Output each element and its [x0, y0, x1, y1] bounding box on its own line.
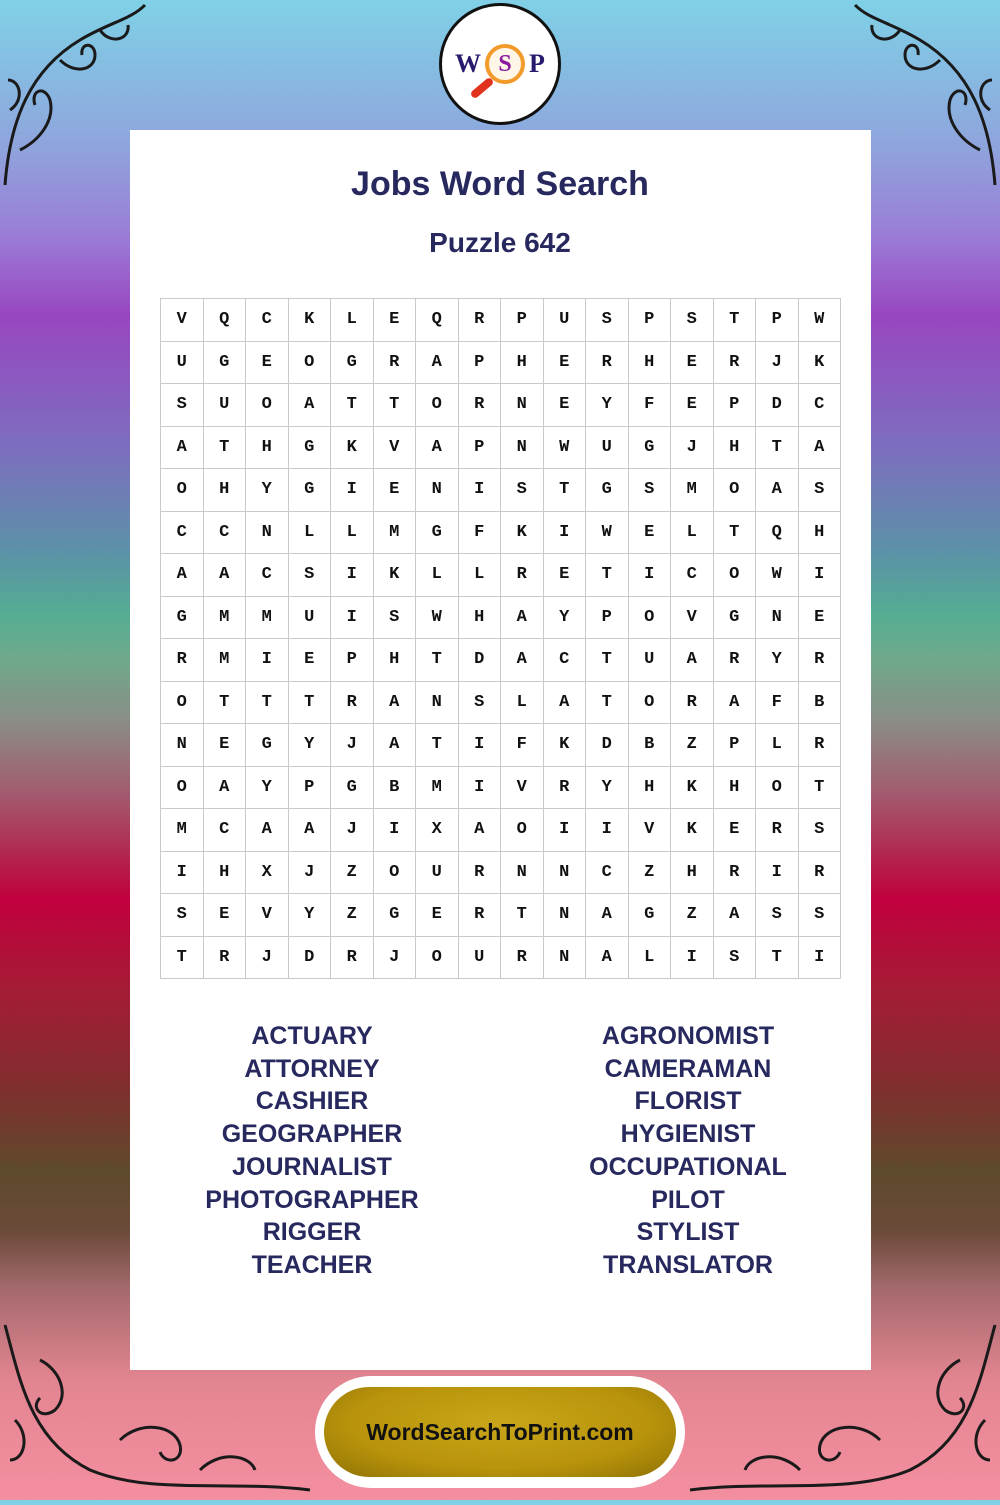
grid-cell[interactable]: V [246, 894, 289, 937]
logo-letter-p: P [529, 49, 545, 78]
grid-cell[interactable]: A [204, 554, 247, 597]
grid-cell[interactable]: R [756, 809, 799, 852]
grid-cell[interactable]: J [331, 724, 374, 767]
grid-cell[interactable]: O [374, 852, 417, 895]
grid-cell[interactable]: N [416, 682, 459, 725]
grid-cell[interactable]: E [544, 554, 587, 597]
grid-cell[interactable]: L [459, 554, 502, 597]
grid-cell[interactable]: K [374, 554, 417, 597]
grid-cell[interactable]: R [331, 937, 374, 980]
grid-cell[interactable]: Y [756, 639, 799, 682]
grid-cell[interactable]: E [714, 809, 757, 852]
grid-cell[interactable]: U [161, 342, 204, 385]
grid-cell[interactable]: A [671, 639, 714, 682]
grid-cell[interactable]: R [459, 299, 502, 342]
grid-cell[interactable]: K [799, 342, 842, 385]
website-link[interactable] [324, 1387, 676, 1477]
grid-cell[interactable]: S [161, 384, 204, 427]
grid-cell[interactable]: O [161, 469, 204, 512]
grid-cell[interactable]: O [714, 469, 757, 512]
grid-cell[interactable]: F [501, 724, 544, 767]
grid-cell[interactable]: B [799, 682, 842, 725]
grid-cell[interactable]: I [544, 809, 587, 852]
grid-cell[interactable]: Y [586, 767, 629, 810]
grid-cell[interactable]: A [161, 427, 204, 470]
grid-cell[interactable]: G [374, 894, 417, 937]
grid-cell[interactable]: E [629, 512, 672, 555]
grid-cell[interactable]: A [161, 554, 204, 597]
grid-cell[interactable]: P [501, 299, 544, 342]
grid-cell[interactable]: G [246, 724, 289, 767]
grid-cell[interactable]: E [289, 639, 332, 682]
grid-cell[interactable]: O [501, 809, 544, 852]
grid-cell[interactable]: T [501, 894, 544, 937]
grid-cell[interactable]: A [501, 597, 544, 640]
grid-cell[interactable]: T [586, 554, 629, 597]
grid-cell[interactable]: G [204, 342, 247, 385]
grid-cell[interactable]: S [161, 894, 204, 937]
grid-cell[interactable]: S [501, 469, 544, 512]
grid-cell[interactable]: I [629, 554, 672, 597]
grid-cell[interactable]: S [289, 554, 332, 597]
grid-cell[interactable]: I [459, 469, 502, 512]
grid-cell[interactable]: U [416, 852, 459, 895]
grid-cell[interactable]: M [416, 767, 459, 810]
grid-cell[interactable]: S [799, 809, 842, 852]
grid-cell[interactable]: P [586, 597, 629, 640]
grid-cell[interactable]: S [586, 299, 629, 342]
grid-cell[interactable]: T [544, 469, 587, 512]
grid-cell[interactable]: A [544, 682, 587, 725]
grid-cell[interactable]: R [501, 937, 544, 980]
grid-cell[interactable]: C [799, 384, 842, 427]
grid-cell[interactable]: C [586, 852, 629, 895]
grid-cell[interactable]: S [799, 469, 842, 512]
grid-cell[interactable]: L [416, 554, 459, 597]
grid-cell[interactable]: H [204, 852, 247, 895]
grid-cell[interactable]: J [374, 937, 417, 980]
puzzle-number: Puzzle 642 [429, 227, 571, 258]
word-list-item: GEOGRAPHER [221, 1120, 403, 1149]
grid-cell[interactable]: V [501, 767, 544, 810]
grid-cell[interactable]: T [416, 724, 459, 767]
grid-cell[interactable]: N [501, 427, 544, 470]
grid-cell[interactable]: T [289, 682, 332, 725]
grid-cell[interactable]: L [331, 512, 374, 555]
grid-cell[interactable]: A [246, 809, 289, 852]
grid-cell[interactable]: O [246, 384, 289, 427]
grid-cell[interactable]: I [161, 852, 204, 895]
grid-cell[interactable]: Z [671, 894, 714, 937]
grid-cell[interactable]: T [204, 427, 247, 470]
grid-cell[interactable]: H [246, 427, 289, 470]
grid-cell[interactable]: H [671, 852, 714, 895]
grid-cell[interactable]: J [289, 852, 332, 895]
corner-ornament-top-right [850, 0, 1000, 190]
grid-cell[interactable]: D [459, 639, 502, 682]
grid-cell[interactable]: C [204, 512, 247, 555]
grid-cell[interactable]: S [714, 937, 757, 980]
grid-cell[interactable]: A [459, 809, 502, 852]
grid-cell[interactable]: T [246, 682, 289, 725]
grid-cell[interactable]: E [544, 342, 587, 385]
grid-cell[interactable]: A [799, 427, 842, 470]
grid-cell[interactable]: O [161, 682, 204, 725]
grid-cell[interactable]: G [289, 427, 332, 470]
grid-cell[interactable]: P [459, 427, 502, 470]
word-list-item: FLORIST [634, 1087, 742, 1116]
grid-cell[interactable]: R [799, 724, 842, 767]
website-link-label: WordSearchToPrint.com [366, 1418, 634, 1445]
grid-cell[interactable]: P [459, 342, 502, 385]
grid-cell[interactable]: P [756, 299, 799, 342]
grid-cell[interactable]: N [544, 937, 587, 980]
logo-letter-w: W [455, 49, 482, 78]
wsp-logo [439, 3, 561, 125]
grid-cell[interactable]: X [416, 809, 459, 852]
word-list-item: CASHIER [255, 1087, 369, 1116]
grid-cell[interactable]: E [671, 342, 714, 385]
grid-cell[interactable]: L [756, 724, 799, 767]
grid-cell[interactable]: R [799, 852, 842, 895]
grid-cell[interactable]: A [374, 724, 417, 767]
grid-cell[interactable]: L [289, 512, 332, 555]
grid-cell[interactable]: R [374, 342, 417, 385]
grid-cell[interactable]: Y [246, 469, 289, 512]
grid-cell[interactable]: M [374, 512, 417, 555]
grid-cell[interactable]: A [289, 809, 332, 852]
grid-cell[interactable]: T [799, 767, 842, 810]
grid-cell[interactable]: T [374, 384, 417, 427]
grid-cell[interactable]: R [459, 852, 502, 895]
grid-cell[interactable]: I [459, 724, 502, 767]
grid-cell[interactable]: R [714, 342, 757, 385]
grid-cell[interactable]: I [756, 852, 799, 895]
grid-cell[interactable]: K [671, 767, 714, 810]
grid-cell[interactable]: L [501, 682, 544, 725]
grid-cell[interactable]: D [289, 937, 332, 980]
grid-cell[interactable]: O [416, 384, 459, 427]
word-list-item: PHOTOGRAPHER [205, 1185, 419, 1214]
grid-cell[interactable]: N [544, 852, 587, 895]
grid-cell[interactable]: S [374, 597, 417, 640]
word-list-item: JOURNALIST [232, 1152, 392, 1181]
grid-cell[interactable]: U [544, 299, 587, 342]
grid-cell[interactable]: Y [544, 597, 587, 640]
grid-cell[interactable]: A [756, 469, 799, 512]
grid-cell[interactable]: G [416, 512, 459, 555]
grid-cell[interactable]: S [671, 299, 714, 342]
grid-cell[interactable]: R [331, 682, 374, 725]
word-list-item: TEACHER [251, 1250, 373, 1279]
grid-cell[interactable]: G [714, 597, 757, 640]
grid-cell[interactable]: Z [629, 852, 672, 895]
grid-cell[interactable]: R [161, 639, 204, 682]
grid-cell[interactable]: G [331, 342, 374, 385]
grid-cell[interactable]: V [374, 427, 417, 470]
word-list-item: ATTORNEY [244, 1054, 380, 1083]
grid-cell[interactable]: E [204, 894, 247, 937]
grid-cell[interactable]: A [416, 427, 459, 470]
grid-cell[interactable]: F [756, 682, 799, 725]
grid-cell[interactable]: W [586, 512, 629, 555]
grid-cell[interactable]: U [459, 937, 502, 980]
grid-cell[interactable]: S [459, 682, 502, 725]
word-list-item: RIGGER [262, 1218, 362, 1247]
page-title: Jobs Word Search [351, 165, 649, 203]
grid-cell[interactable]: I [671, 937, 714, 980]
grid-cell[interactable]: T [714, 299, 757, 342]
grid-cell[interactable]: C [161, 512, 204, 555]
grid-cell[interactable]: V [161, 299, 204, 342]
grid-cell[interactable]: A [501, 639, 544, 682]
grid-cell[interactable]: G [629, 894, 672, 937]
grid-cell[interactable]: N [246, 512, 289, 555]
grid-cell[interactable]: U [586, 427, 629, 470]
grid-cell[interactable]: A [204, 767, 247, 810]
grid-cell[interactable]: T [204, 682, 247, 725]
grid-cell[interactable]: F [629, 384, 672, 427]
grid-cell[interactable]: H [501, 342, 544, 385]
grid-cell[interactable]: Y [586, 384, 629, 427]
grid-cell[interactable]: O [629, 682, 672, 725]
grid-cell[interactable]: T [416, 639, 459, 682]
grid-cell[interactable]: M [671, 469, 714, 512]
word-list-item: AGRONOMIST [601, 1022, 775, 1050]
grid-cell[interactable]: H [629, 767, 672, 810]
word-list-item: CAMERAMAN [604, 1054, 772, 1083]
grid-cell[interactable]: G [161, 597, 204, 640]
grid-cell[interactable]: U [629, 639, 672, 682]
grid-cell[interactable]: O [756, 767, 799, 810]
grid-cell[interactable]: W [799, 299, 842, 342]
grid-cell[interactable]: A [714, 682, 757, 725]
grid-cell[interactable]: I [799, 554, 842, 597]
grid-cell[interactable]: W [756, 554, 799, 597]
letter-grid [160, 298, 841, 979]
magnifier-icon [485, 44, 525, 84]
grid-cell[interactable]: H [799, 512, 842, 555]
grid-cell[interactable]: L [671, 512, 714, 555]
grid-cell[interactable]: Y [289, 724, 332, 767]
grid-cell[interactable]: Y [289, 894, 332, 937]
word-list-right [488, 1020, 888, 1282]
grid-cell[interactable]: R [204, 937, 247, 980]
grid-cell[interactable]: M [161, 809, 204, 852]
grid-cell[interactable]: K [289, 299, 332, 342]
grid-cell[interactable]: N [501, 852, 544, 895]
grid-cell[interactable]: B [374, 767, 417, 810]
grid-cell[interactable]: I [586, 809, 629, 852]
grid-cell[interactable]: T [161, 937, 204, 980]
grid-cell[interactable]: O [289, 342, 332, 385]
grid-cell[interactable]: W [544, 427, 587, 470]
grid-cell[interactable]: O [629, 597, 672, 640]
grid-cell[interactable]: U [289, 597, 332, 640]
grid-cell[interactable]: P [331, 639, 374, 682]
grid-cell[interactable]: J [246, 937, 289, 980]
grid-cell[interactable]: V [671, 597, 714, 640]
grid-cell[interactable]: E [544, 384, 587, 427]
grid-cell[interactable]: I [374, 809, 417, 852]
grid-cell[interactable]: H [629, 342, 672, 385]
grid-cell[interactable]: B [629, 724, 672, 767]
grid-cell[interactable]: N [161, 724, 204, 767]
grid-cell[interactable]: G [586, 469, 629, 512]
word-list-item: TRANSLATOR [603, 1250, 773, 1279]
grid-cell[interactable]: T [756, 427, 799, 470]
grid-cell[interactable]: J [671, 427, 714, 470]
grid-cell[interactable]: P [629, 299, 672, 342]
grid-cell[interactable]: J [331, 809, 374, 852]
grid-cell[interactable]: A [289, 384, 332, 427]
grid-cell[interactable]: D [756, 384, 799, 427]
grid-cell[interactable]: R [544, 767, 587, 810]
grid-cell[interactable]: P [289, 767, 332, 810]
grid-cell[interactable]: S [799, 894, 842, 937]
word-list-item: OCCUPATIONAL [589, 1152, 787, 1181]
grid-cell[interactable]: H [714, 427, 757, 470]
grid-cell[interactable]: H [204, 469, 247, 512]
grid-cell[interactable]: G [629, 427, 672, 470]
grid-cell[interactable]: M [246, 597, 289, 640]
grid-cell[interactable]: O [714, 554, 757, 597]
grid-cell[interactable]: Q [756, 512, 799, 555]
grid-cell[interactable]: A [416, 342, 459, 385]
grid-cell[interactable]: H [459, 597, 502, 640]
grid-cell[interactable]: K [331, 427, 374, 470]
word-list-left [112, 1020, 512, 1282]
grid-cell[interactable]: E [799, 597, 842, 640]
grid-cell[interactable]: K [544, 724, 587, 767]
grid-cell[interactable]: T [586, 682, 629, 725]
grid-cell[interactable]: G [331, 767, 374, 810]
grid-cell[interactable]: Z [671, 724, 714, 767]
grid-cell[interactable]: Q [416, 299, 459, 342]
word-list-item: HYGIENIST [620, 1120, 756, 1149]
grid-cell[interactable]: N [416, 469, 459, 512]
grid-cell[interactable]: A [374, 682, 417, 725]
grid-cell[interactable]: O [416, 937, 459, 980]
grid-cell[interactable]: E [671, 384, 714, 427]
grid-cell[interactable]: P [714, 724, 757, 767]
grid-cell[interactable]: R [799, 639, 842, 682]
grid-cell[interactable]: J [756, 342, 799, 385]
grid-cell[interactable]: T [714, 512, 757, 555]
grid-cell[interactable]: P [714, 384, 757, 427]
grid-cell[interactable]: R [714, 639, 757, 682]
grid-cell[interactable]: F [459, 512, 502, 555]
grid-cell[interactable]: L [331, 299, 374, 342]
grid-cell[interactable]: C [204, 809, 247, 852]
grid-cell[interactable]: A [586, 894, 629, 937]
grid-cell[interactable]: Z [331, 852, 374, 895]
magnifier-handle [470, 77, 495, 100]
grid-cell[interactable]: C [544, 639, 587, 682]
grid-cell[interactable]: I [331, 554, 374, 597]
grid-cell[interactable]: M [204, 597, 247, 640]
grid-cell[interactable]: I [246, 639, 289, 682]
grid-cell[interactable]: V [629, 809, 672, 852]
grid-cell[interactable]: W [416, 597, 459, 640]
grid-cell[interactable]: Q [204, 299, 247, 342]
grid-cell[interactable]: T [756, 937, 799, 980]
grid-cell[interactable]: R [501, 554, 544, 597]
grid-cell[interactable]: E [374, 299, 417, 342]
grid-cell[interactable]: O [161, 767, 204, 810]
grid-cell[interactable]: E [204, 724, 247, 767]
logo-letter-s: S [498, 50, 512, 77]
grid-cell[interactable]: C [246, 554, 289, 597]
grid-cell[interactable]: H [374, 639, 417, 682]
grid-cell[interactable]: R [714, 852, 757, 895]
grid-cell[interactable]: E [416, 894, 459, 937]
grid-cell[interactable]: C [246, 299, 289, 342]
grid-cell[interactable]: I [799, 937, 842, 980]
word-list-item: ACTUARY [251, 1022, 373, 1050]
grid-cell[interactable]: R [586, 342, 629, 385]
grid-cell[interactable]: R [459, 384, 502, 427]
corner-ornament-top-left [0, 0, 150, 190]
grid-cell[interactable]: X [246, 852, 289, 895]
grid-cell[interactable]: I [459, 767, 502, 810]
grid-cell[interactable]: E [374, 469, 417, 512]
grid-cell[interactable]: I [331, 597, 374, 640]
grid-cell[interactable]: D [586, 724, 629, 767]
grid-cell[interactable]: S [629, 469, 672, 512]
word-list-item: STYLIST [636, 1218, 740, 1247]
grid-cell[interactable]: U [204, 384, 247, 427]
grid-cell[interactable]: K [671, 809, 714, 852]
word-list-item: PILOT [651, 1185, 725, 1214]
grid-cell[interactable]: L [629, 937, 672, 980]
grid-cell[interactable]: Z [331, 894, 374, 937]
grid-cell[interactable]: E [246, 342, 289, 385]
grid-cell[interactable]: N [544, 894, 587, 937]
grid-cell[interactable]: M [204, 639, 247, 682]
grid-cell[interactable]: A [586, 937, 629, 980]
grid-cell[interactable]: T [331, 384, 374, 427]
grid-cell[interactable]: A [714, 894, 757, 937]
grid-cell[interactable]: I [331, 469, 374, 512]
grid-cell[interactable]: Y [246, 767, 289, 810]
grid-cell[interactable]: C [671, 554, 714, 597]
grid-cell[interactable]: H [714, 767, 757, 810]
grid-cell[interactable]: N [501, 384, 544, 427]
grid-cell[interactable]: T [586, 639, 629, 682]
grid-cell[interactable]: R [459, 894, 502, 937]
grid-cell[interactable]: S [756, 894, 799, 937]
grid-cell[interactable]: I [544, 512, 587, 555]
grid-cell[interactable]: R [671, 682, 714, 725]
grid-cell[interactable]: K [501, 512, 544, 555]
grid-cell[interactable]: G [289, 469, 332, 512]
grid-cell[interactable]: N [756, 597, 799, 640]
